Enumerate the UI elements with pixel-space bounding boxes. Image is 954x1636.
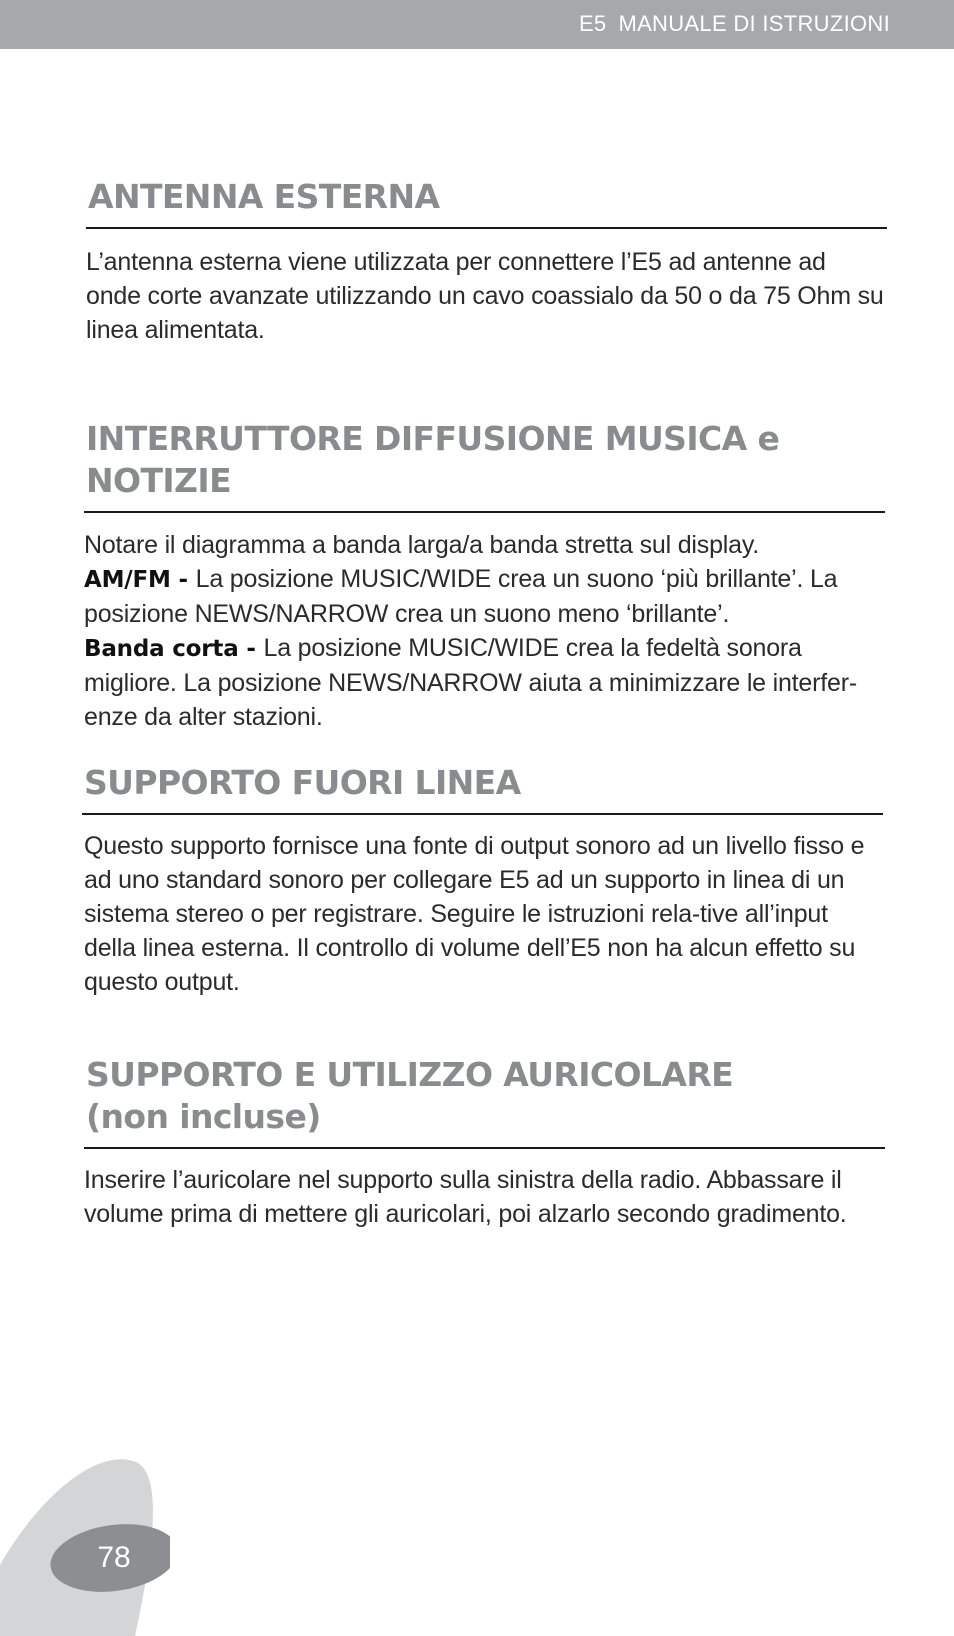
section-title: SUPPORTO FUORI LINEA	[84, 763, 521, 802]
text-banda-corta: La posizione MUSIC/WIDE crea la fedeltà sonora migliore. La posizione NEWS/NARROW aiuta a minimizzare le interfer-enze da alter stazioni.	[84, 634, 857, 731]
section-body	[84, 1163, 885, 1231]
paragraph: Questo supporto fornisce una fonte di output sonoro ad un livello fisso e ad uno standard sonoro per collegare E5 ad un supporto in linea di un sistema stereo o per registrare. Seguire le istruzioni rela-tive all’input della linea esterna. Il controllo di volume dell’E5 non ha alcun effetto su questo output.	[84, 832, 865, 996]
section-title: INTERRUTTORE DIFFUSIONE MUSICA e NOTIZIE	[86, 419, 780, 500]
page-number: 78	[97, 1541, 131, 1574]
paragraph-intro: Notare il diagramma a banda larga/a banda stretta sul display.	[84, 531, 760, 559]
section-body	[82, 829, 883, 999]
section-title-line2: (non incluse)	[86, 1097, 321, 1136]
label-banda-corta: Banda corta -	[84, 636, 264, 662]
section-antenna-esterna	[86, 176, 887, 347]
label-am-fm: AM/FM -	[84, 567, 196, 593]
header-manual-title: MANUALE DI ISTRUZIONI	[618, 11, 890, 36]
header-model: E5	[578, 11, 607, 36]
header-bar	[0, 0, 954, 49]
section-divider	[84, 1147, 885, 1149]
paragraph: Inserire l’auricolare nel supporto sulla sinistra della radio. Abbassare il volume prima di mettere gli auricolari, poi alzarlo secondo gradimento.	[84, 1166, 847, 1228]
section-title-line1: SUPPORTO E UTILIZZO AURICOLARE	[86, 1055, 734, 1094]
section-divider	[86, 227, 887, 229]
section-body	[86, 245, 887, 347]
section-title	[84, 1054, 885, 1138]
section-divider	[84, 511, 885, 513]
section-divider	[82, 813, 883, 815]
section-interruttore	[84, 418, 885, 734]
section-supporto-fuori-linea	[82, 762, 883, 999]
paragraph-banda-corta	[84, 631, 885, 734]
paragraph: L’antenna esterna viene utilizzata per connettere l’E5 ad antenne ad onde corte avanzate utilizzando un cavo coassialo da 50 o da 75 Ohm su linea alimentata.	[86, 248, 884, 344]
paragraph-am-fm	[84, 562, 885, 631]
section-auricolare	[84, 1054, 885, 1231]
section-body	[84, 528, 885, 734]
section-title: ANTENNA ESTERNA	[88, 177, 440, 216]
text-am-fm: La posizione MUSIC/WIDE crea un suono ‘più brillante’. La posizione NEWS/NARROW crea un suono meno ‘brillante’.	[84, 565, 838, 628]
header-title	[579, 11, 890, 37]
